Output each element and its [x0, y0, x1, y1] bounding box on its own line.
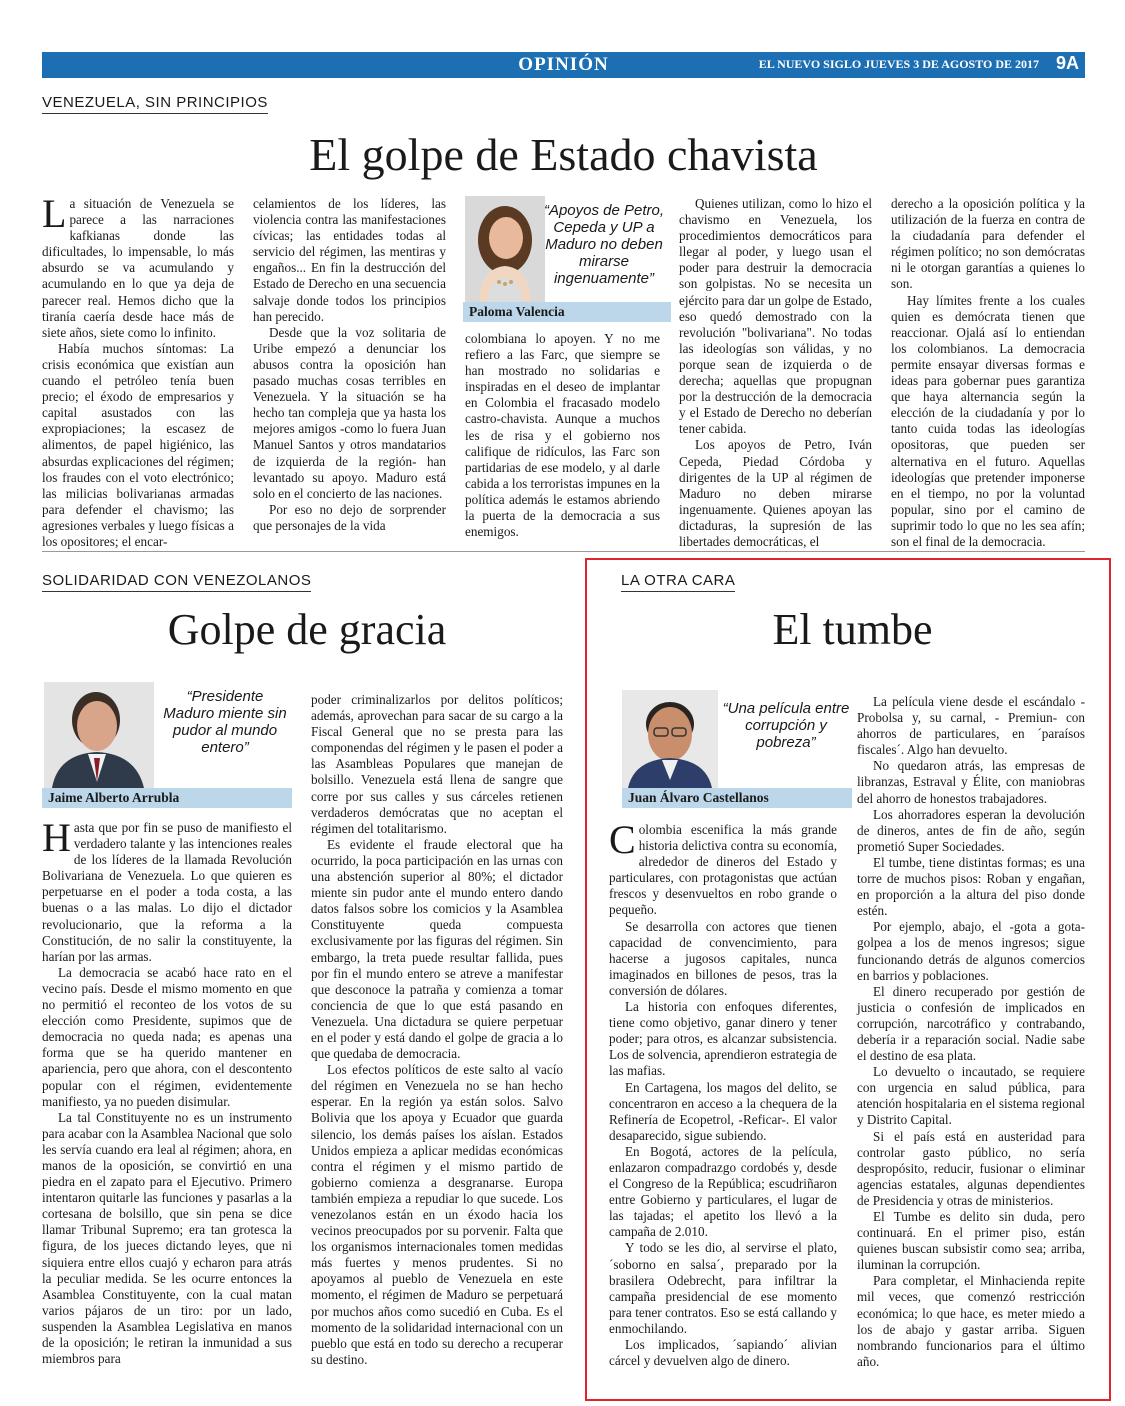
article3-quote-block — [622, 690, 852, 814]
article3-kicker: LA OTRA CARA — [621, 572, 735, 592]
article3-column-2: La película viene desde el escándalo - Probolsa y, su carnal, - Premiun- con ahorros de particulares, en ´paraísos fiscales´. Algo han devuelto. No quedaron atrás, las empresas de libranzas, Estraval y Élite, con maniobras del ahorro de honestos trabajadores. Los ahorradores esperan la devolución de dineros, antes de fin de año, según prometió Super Sociedades. El tumbe, tiene distintas formas; es una torre de muchos pisos: Roban y engañan, en proporción a la altura del piso donde estén. Por ejemplo, abajo, el -gota a gota- golpea a los de menos ingresos; sigue funcionando detrás de algunos comercios en barrios y poblaciones. El dinero recuperado por gestión de justicia o confesión de implicados en corrupción, narcotráfico y contrabando, debería ir a reparación social. Nadie sabe el destino de esa plata. Lo devuelto o incautado, se requiere con urgencia en salud pública, para atención hospitalaria en el sistema regional y Distrito Capital. Si el país está en austeridad para controlar gasto público, no sería despropósito, reducir, fusionar o eliminar agencias estatales, algunas dependientes de Presidencia y otras de ministerios. El Tumbe es delito sin duda, pero continuará. En el primer piso, están quienes buscan subsistir como sea; arriba, iluminan la corrupción. Para completar, el Minhacienda repite mil veces, que comenzó restricción económica; lo que hace, es meter miedo a los de abajo y gastar arriba. Siguen nombrando funcionarios para el último año. — [857, 694, 1085, 1369]
article2-kicker: SOLIDARIDAD CON VENEZOLANOS — [42, 572, 311, 592]
section-title: OPINIÓN — [518, 54, 609, 75]
article1-pull-quote: “Apoyos de Petro, Cepeda y UP a Maduro no deben mirarse ingenuamente” — [543, 202, 665, 287]
section-header-bar — [42, 52, 1085, 78]
article1-column-1: La situación de Venezuela se parece a las narraciones kafkianas donde las dificultades, lo impensable, lo más absurdo se va acumulando y acumulando en lo que ya deja de parecer real. Hemos dicho que la tiranía caería desde hace más de siete años, siete como lo infinito. Había muchos síntomas: La crisis económica que existían aun cuando el petróleo tenía buen precio; el éxodo de empresarios y capital asustados con las expropiaciones; la escasez de alimentos, de papel higiénico, las absurdas explicaciones del régimen; los fraudes con el voto electrónico; las milicias bolivarianas armadas para defender el chavismo; las agresiones verbales y luego físicas a los opositores; el encar- — [42, 191, 234, 549]
dropcap: H — [42, 815, 71, 860]
article2-pull-quote: “Presidente Maduro miente sin pudor al mundo entero” — [163, 688, 287, 756]
article1-column-2: celamientos de los líderes, las violencia contra las manifestaciones cívicas; las entidades todas al servicio del régimen, las mentiras y engaños... En fin la destrucción del Estado de Derecho en una secuencia salvaje donde todos los principios han perecido. Desde que la voz solitaria de Uribe empezó a denunciar los abusos contra la oposición han pasado muchas cosas terribles en Venezuela. Y la situación se ha hecho tan compleja que ya hasta los mejores amigos -como lo fuera Juan Manuel Santos y otros mandatarios de izquierda de la región- han levantado su apoyo. Maduro está solo en el concierto de las naciones. Por eso no dejo de sorprender que personajes de la vida — [253, 196, 446, 533]
article1-column-3: colombiana lo apoyen. Y no me refiero a las Farc, que siempre se han mostrado no solidarias e inspiradas en el deseo de implantar en Colombia el fracasado modelo castro-chavista. Aunque a muchos les de risa y el gobierno nos califique de ridículos, las Farc son partidarias de ese modelo, y al darle cabida a los terroristas impunes en la política además le estamos abriendo la puerta de la democracia a sus enemigos. — [465, 331, 660, 540]
dropcap: L — [42, 191, 67, 236]
article2-author: Jaime Alberto Arrubla — [42, 788, 292, 808]
author-photo-juan-alvaro-castellanos — [622, 690, 718, 788]
article2-headline: Golpe de gracia — [167, 605, 447, 654]
article2-quote-block — [42, 682, 292, 806]
section-divider — [42, 551, 1085, 552]
article1-headline: El golpe de Estado chavista — [309, 129, 818, 180]
article1-quote-block — [463, 196, 671, 320]
article3-column-1: Colombia escenifica la más grande historia delictiva contra su economía, alrededor de dineros del Estado y particulares, con protagonistas que actúan frescos y desenvueltos en robo grande o pequeño. Se desarrolla con actores que tienen capacidad de convencimiento, para hacerse a jugosos capitales, nunca imaginados en billones de pesos, tras la conversión de dólares. La historia con enfoques diferentes, tiene como objetivo, ganar dinero y tener poder; para otros, es alcanzar subsistencia. Los de solvencia, aprendieron estrategia de las mafias. En Cartagena, los magos del delito, se concentraron en acceso a la chequera de la Refinería de Ecopetrol, -Reficar-. El valor desaparecido, sigue subiendo. En Bogotá, actores de la película, enlazaron compadrazgo cordobés y, desde el Congreso de la República; escudriñaron entre Gobierno y particulares, el lugar de las tajadas; el apetito los llevó a la campaña de 2.010. Y todo se les dio, al servirse el plato, ´soborno en salsa´, preparado por la brasilera Odebrecht, para infiltrar la campaña presidencial de ese momento para tener contratos. Eso se está callando y enmochilando. Los implicados, ´sapiando´ alivian cárcel y devuelven algo de dinero. — [609, 817, 837, 1369]
author-photo-jaime-alberto-arrubla — [44, 682, 154, 788]
article2-column-2: poder criminalizarlos por delitos políticos; además, aprovechan para sacar de su cargo a la Fiscal General que no se presta para las componendas del régimen y le pasen el poder a las Asambleas Populares que manejan de bolsillo. Venezuela está llena de sangre que corre por sus calles y sus cárceles retienen verdaderos demócratas que no aceptan el régimen del totalitarismo. Es evidente el fraude electoral que ha ocurrido, la poca participación en las urnas con una abstención superior al 80%; el dictador miente sin pudor ante el mundo entero dando datos falsos sobre los comicios y la Asamblea Constituyente queda compuesta exclusivamente por las figuras del régimen. Sin embargo, la treta puede resultar fallida, pues por fin el mundo entero se atreve a manifestar que desconoce la patraña y comienza a tomar conciencia de que lo que está pasando en Venezuela. Una dictadura se quiere perpetuar en el poder y está dando el golpe de gracia a lo que quedaba de democracia. Los efectos políticos de este salto al vacío del régimen en Venezuela no se han hecho esperar. En la región ya están solos. Salvo Bolivia que los apoya y Ecuador que guarda silencio, los demás países los aíslan. Estados Unidos empieza a aplicar medidas económicas contra el régimen y el mismo partido de gobierno comienza a desgranarse. Europa también empieza a repudiar lo que sucede. Los venezolanos están en un éxodo hacia los vecinos preocupados por su porvenir. Falta que los organismos internacionales tomen medidas más fuertes y menos prudentes. Si no apoyamos al pueblo de Venezuela en este momento, el régimen de Maduro se perpetuará por muchos años como sucedió en Cuba. Es el momento de la solidaridad internacional con un pueblo que está en todo su derecho a recuperar su destino. — [311, 692, 563, 1367]
article3-pull-quote: “Una película entre corrupción y pobreza” — [722, 700, 850, 751]
page-number: 9A — [1055, 53, 1079, 73]
article3-headline: El tumbe — [772, 605, 933, 654]
article3-author: Juan Álvaro Castellanos — [622, 788, 852, 808]
masthead-date: EL NUEVO SIGLO JUEVES 3 DE AGOSTO DE 2017 — [758, 57, 1039, 71]
author-photo-paloma-valencia — [465, 196, 545, 302]
dropcap: C — [609, 817, 636, 862]
article1-column-5: derecho a la oposición política y la utilización de la fuerza en contra de la ciudadanía para defender el régimen político; no son demócratas ni le otorgan garantías a quienes lo son. Hay límites frente a los cuales quien es demócrata tienen que reaccionar. Ojalá así lo entiendan los colombianos. La democracia permite ensayar diversas formas e ideas para gobernar pues garantiza que haya alternancia según la elección de la ciudadanía y por lo tanto cuida todas las ideologías opositoras, que pueden ser alternativa en el futuro. Aquellas ideologías que pretender imponerse en el tiempo, no por la voluntad popular, sino por el camino de suprimir todo lo que no les sea afín; son el final de la democracia. — [891, 196, 1085, 549]
article1-column-4: Quienes utilizan, como lo hizo el chavismo en Venezuela, los procedimientos democráticos para llegar al poder, y luego usan el poder para destruir la democracia son golpistas. No se necesita un ejército para dar un golpe de Estado, eso quedó demostrado con la revolución "bolivariana". No todas las ideologías son válidas, y no porque sean de izquierda o de derecha; aquellas que propugnan por la destrucción de la democracia y el Estado de Derecho no deberían tener cabida. Los apoyos de Petro, Iván Cepeda, Piedad Córdoba y dirigentes de la UP al régimen de Maduro no deben mirarse ingenuamente. Quienes apoyan las dictaduras, la supresión de las libertades democráticas, el — [679, 196, 872, 549]
article2-column-1: Hasta que por fin se puso de manifiesto el verdadero talante y las intenciones reales de los líderes de la llamada Revolución Bolivariana de Venezuela. Lo que quieren es perpetuarse en el poder a toda costa, a las buenas o a las malas. Lo dijo el dictador revolucionario, que la reforma a la Constitución, de no salir la constituyente, la harían por las armas. La democracia se acabó hace rato en el vecino país. Desde el mismo momento en que no permitió el reconteo de los votos de su elección como Presidente, supimos que de democracia no queda nada; es apenas una forma que se ha querido mantener en apariencia, pero que ahora, con el descontento popular con el régimen, evidentemente manifiesto, ya no pueden disimular. La tal Constituyente no es un instrumento para acabar con la Asamblea Nacional que solo les servía cuando era leal al régimen; ahora, en manos de la oposición, se convirtió en una piedra en el zapato para el Ejecutivo. Primero intentaron quitarle las funciones y pasarlas a la cortesana de bolsillo, que sin pena se dice llamar Tribunal Supremo; era tan grotesca la figura, de los jueces dictando leyes, que ni siquiera entre ellos cuajó y echaron para atrás la peculiar medida. Se les ocurre entonces la Asamblea Constituyente, con la cual matan varios pájaros de un tiro: por un lado, suspenden la Asamblea Legislativa en manos de la oposición; le retiran la inmunidad a sus miembros para — [42, 815, 292, 1367]
article1-author: Paloma Valencia — [463, 302, 671, 322]
article1-kicker: VENEZUELA, SIN PRINCIPIOS — [42, 94, 268, 114]
